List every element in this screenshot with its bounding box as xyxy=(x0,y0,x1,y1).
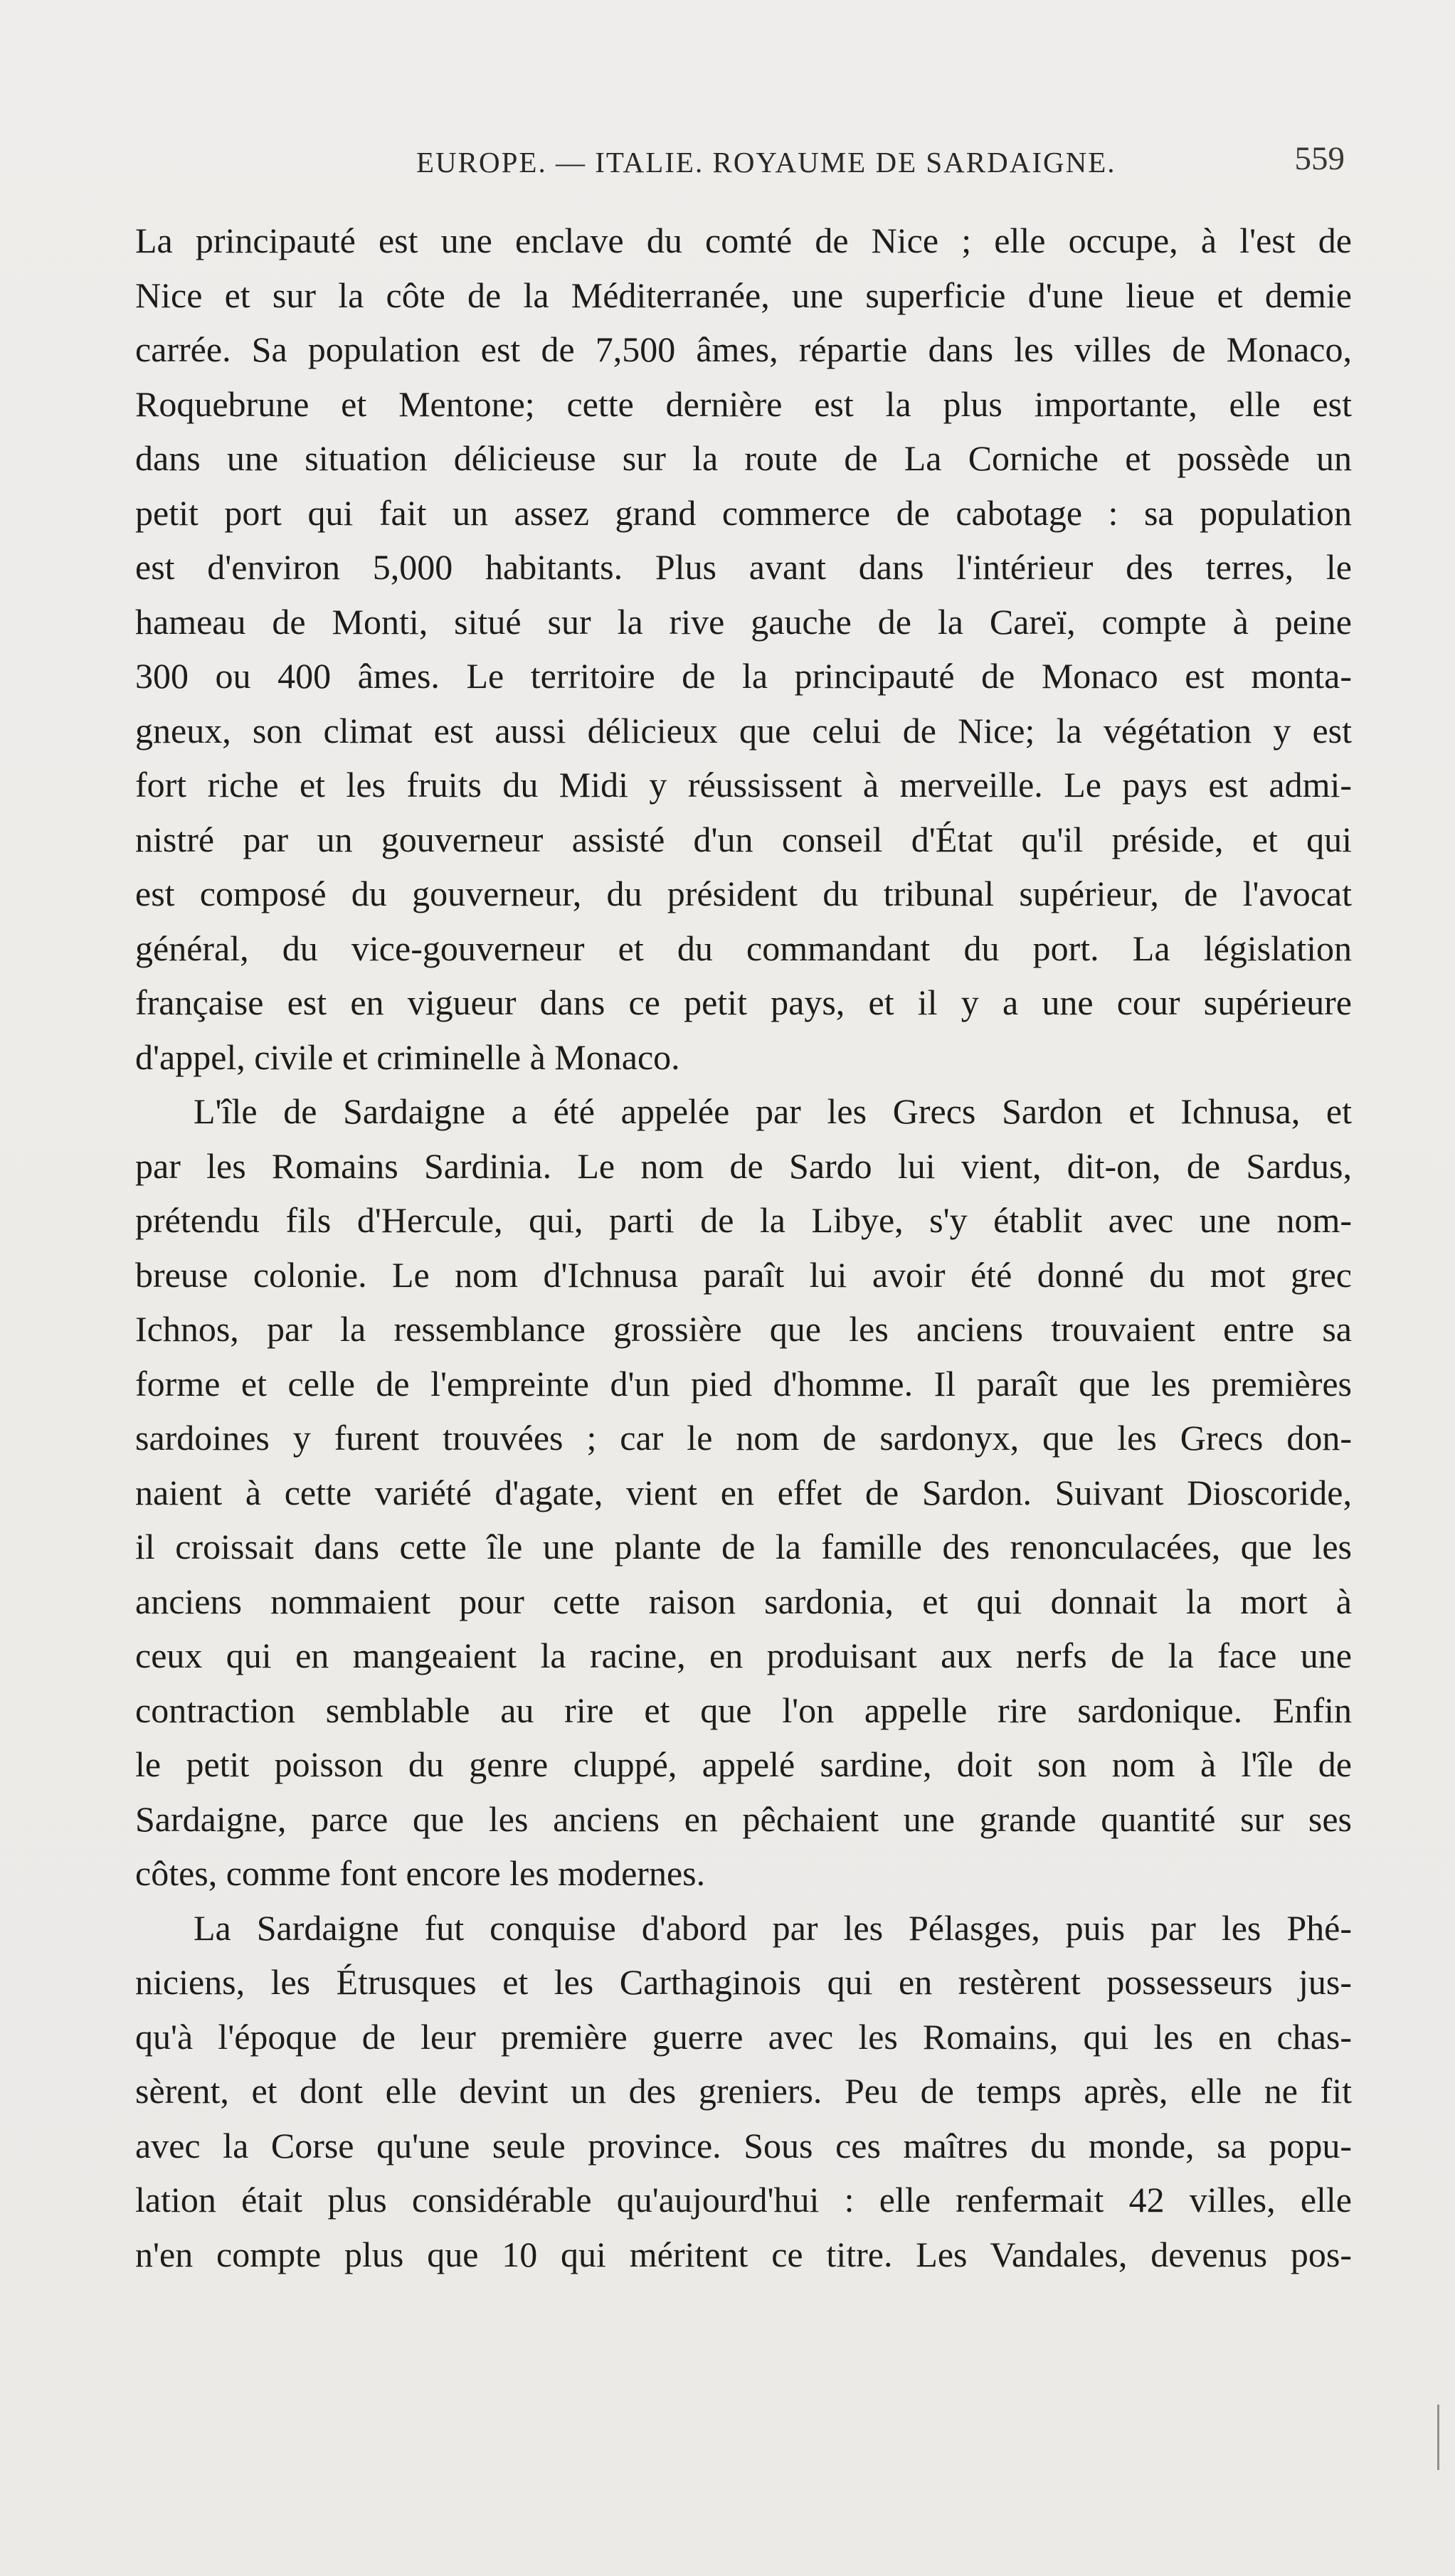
text-line: dans une situation délicieuse sur la route de La Corniche et possède un xyxy=(135,438,1352,478)
text-line: naient à cette variété d'agate, vient en effet de Sardon. Suivant Dioscoride, xyxy=(135,1472,1352,1512)
text-line: sèrent, et dont elle devint un des greniers. Peu de temps après, elle ne fit xyxy=(135,2071,1352,2111)
text-line: breuse colonie. Le nom d'Ichnusa paraît lui avoir été donné du mot grec xyxy=(135,1254,1352,1295)
text-line: Nice et sur la côte de la Méditerranée, une superficie d'une lieue et demie xyxy=(135,275,1352,315)
running-head: EUROPE. — ITALIE. ROYAUME DE SARDAIGNE. xyxy=(416,146,1116,179)
text-line: avec la Corse qu'une seule province. Sous ces maîtres du monde, sa popu- xyxy=(135,2125,1352,2166)
text-line: n'en compte plus que 10 qui méritent ce titre. Les Vandales, devenus pos- xyxy=(135,2234,1352,2274)
text-line: le petit poisson du genre cluppé, appelé sardine, doit son nom à l'île de xyxy=(135,1744,1352,1784)
text-line: côtes, comme font encore les modernes. xyxy=(135,1853,706,1893)
margin-mark xyxy=(1437,2405,1439,2470)
text-line: 300 ou 400 âmes. Le territoire de la principauté de Monaco est monta- xyxy=(135,656,1352,696)
text-line: Ichnos, par la ressemblance grossière que les anciens trouvaient entre sa xyxy=(135,1309,1352,1349)
text-line: française est en vigueur dans ce petit pays, et il y a une cour supérieure xyxy=(135,982,1352,1022)
text-line: par les Romains Sardinia. Le nom de Sardo lui vient, dit-on, de Sardus, xyxy=(135,1145,1352,1186)
text-line: général, du vice-gouverneur et du commandant du port. La législation xyxy=(135,928,1352,968)
text-line: contraction semblable au rire et que l'on appelle rire sardonique. Enfin xyxy=(135,1690,1352,1730)
text-line: est d'environ 5,000 habitants. Plus avant dans l'intérieur des terres, le xyxy=(135,547,1352,587)
text-line: qu'à l'époque de leur première guerre avec les Romains, qui les en chas- xyxy=(135,2016,1352,2057)
text-line: il croissait dans cette île une plante de la famille des renonculacées, que les xyxy=(135,1527,1352,1567)
text-line: prétendu fils d'Hercule, qui, parti de la Libye, s'y établit avec une nom- xyxy=(135,1200,1352,1240)
paragraph-sardinia-name xyxy=(135,1084,1352,1901)
text-line: L'île de Sardaigne a été appelée par les Grecs Sardon et Ichnusa, et xyxy=(194,1091,1352,1131)
text-line: est composé du gouverneur, du président du tribunal supérieur, de l'avocat xyxy=(135,874,1352,913)
text-line: d'appel, civile et criminelle à Monaco. xyxy=(135,1037,680,1077)
text-line: carrée. Sa population est de 7,500 âmes, répartie dans les villes de Monaco, xyxy=(135,329,1352,369)
text-line: anciens nommaient pour cette raison sardonia, et qui donnait la mort à xyxy=(135,1581,1352,1621)
paragraph-monaco xyxy=(135,213,1352,1084)
text-line: Sardaigne, parce que les anciens en pêchaient une grande quantité sur ses xyxy=(135,1798,1352,1839)
text-line: gneux, son climat est aussi délicieux que celui de Nice; la végétation y est xyxy=(135,710,1352,751)
text-line: niciens, les Étrusques et les Carthaginois qui en restèrent possesseurs jus- xyxy=(135,1962,1352,2002)
text-line: lation était plus considérable qu'aujourd'hui : elle renfermait 42 villes, elle xyxy=(135,2180,1352,2220)
text-line: La principauté est une enclave du comté de Nice ; elle occupe, à l'est de xyxy=(135,221,1352,260)
paragraph-sardinia-history xyxy=(135,1901,1352,2282)
text-line: fort riche et les fruits du Midi y réussissent à merveille. Le pays est admi- xyxy=(135,765,1352,805)
text-line: hameau de Monti, situé sur la rive gauche de la Careï, compte à peine xyxy=(135,601,1352,642)
text-line: forme et celle de l'empreinte d'un pied d'homme. Il paraît que les premières xyxy=(135,1363,1352,1404)
text-line: ceux qui en mangeaient la racine, en produisant aux nerfs de la face une xyxy=(135,1636,1352,1675)
text-line: sardoines y furent trouvées ; car le nom de sardonyx, que les Grecs don- xyxy=(135,1418,1352,1458)
page-number: 559 xyxy=(1294,140,1345,177)
text-line: nistré par un gouverneur assisté d'un conseil d'État qu'il préside, et qui xyxy=(135,819,1352,859)
body-text xyxy=(135,213,1352,2281)
text-line: petit port qui fait un assez grand commerce de cabotage : sa population xyxy=(135,492,1352,533)
page-header xyxy=(142,141,1345,191)
text-line: Roquebrune et Mentone; cette dernière est la plus importante, elle est xyxy=(135,383,1352,424)
text-line: La Sardaigne fut conquise d'abord par les Pélasges, puis par les Phé- xyxy=(194,1907,1352,1948)
